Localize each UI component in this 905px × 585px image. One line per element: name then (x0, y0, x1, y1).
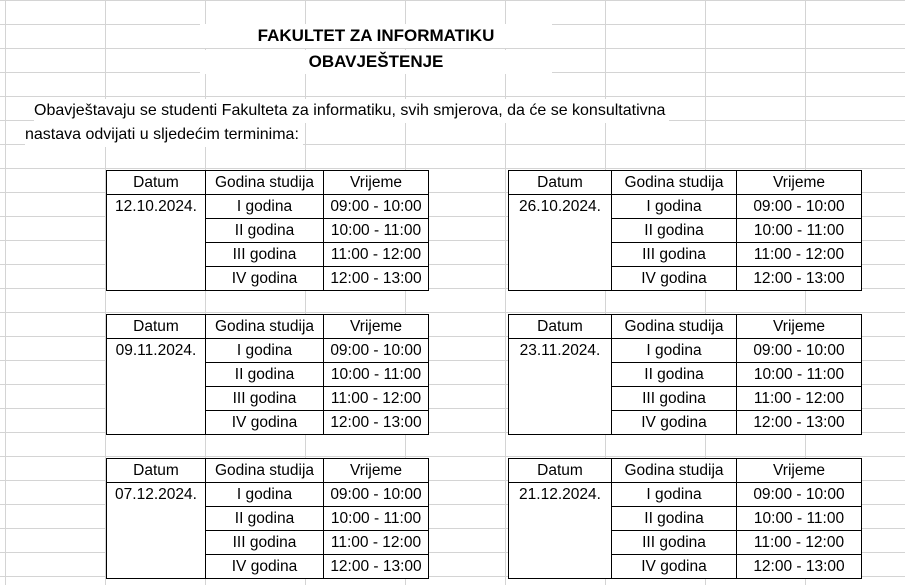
empty-cell[interactable] (509, 555, 612, 579)
time-cell[interactable]: 10:00 - 11:00 (324, 219, 429, 243)
empty-cell[interactable] (509, 411, 612, 435)
year-cell[interactable]: IV godina (612, 555, 737, 579)
year-cell[interactable]: III godina (206, 531, 324, 555)
schedule-table-5 (106, 458, 429, 579)
empty-cell[interactable] (509, 387, 612, 411)
year-cell[interactable]: IV godina (612, 267, 737, 291)
time-cell[interactable]: 09:00 - 10:00 (324, 483, 429, 507)
header-vrijeme: Vrijeme (737, 459, 862, 483)
time-cell[interactable]: 11:00 - 12:00 (324, 531, 429, 555)
table-row (509, 243, 862, 267)
time-cell[interactable]: 10:00 - 11:00 (737, 219, 862, 243)
table-row (509, 531, 862, 555)
date-cell[interactable]: 12.10.2024. (107, 195, 206, 219)
time-cell[interactable]: 09:00 - 10:00 (737, 483, 862, 507)
time-cell[interactable]: 11:00 - 12:00 (737, 387, 862, 411)
header-godina: Godina studija (612, 315, 737, 339)
empty-cell[interactable] (509, 531, 612, 555)
schedule-table-4 (508, 314, 862, 435)
header-datum: Datum (107, 459, 206, 483)
notice-line-2: nastava odvijati u sljedećim terminima: (25, 123, 303, 147)
year-cell[interactable]: II godina (612, 219, 737, 243)
table-header-row (509, 171, 862, 195)
time-cell[interactable]: 12:00 - 13:00 (324, 267, 429, 291)
time-cell[interactable]: 09:00 - 10:00 (324, 195, 429, 219)
time-cell[interactable]: 10:00 - 11:00 (324, 507, 429, 531)
year-cell[interactable]: III godina (612, 387, 737, 411)
year-cell[interactable]: III godina (206, 243, 324, 267)
table-row (509, 363, 862, 387)
header-vrijeme: Vrijeme (324, 171, 429, 195)
header-godina: Godina studija (206, 459, 324, 483)
table-header-row (107, 171, 429, 195)
header-datum: Datum (107, 315, 206, 339)
empty-cell[interactable] (107, 267, 206, 291)
header-godina: Godina studija (612, 171, 737, 195)
page-title: FAKULTET ZA INFORMATIKU (200, 24, 552, 48)
empty-cell[interactable] (509, 243, 612, 267)
year-cell[interactable]: III godina (612, 243, 737, 267)
date-cell[interactable]: 09.11.2024. (107, 339, 206, 363)
schedule-table-1 (106, 170, 429, 291)
year-cell[interactable]: I godina (206, 339, 324, 363)
header-vrijeme: Vrijeme (324, 459, 429, 483)
table-row (509, 339, 862, 363)
time-cell[interactable]: 12:00 - 13:00 (737, 267, 862, 291)
time-cell[interactable]: 10:00 - 11:00 (737, 507, 862, 531)
year-cell[interactable]: I godina (612, 483, 737, 507)
year-cell[interactable]: II godina (206, 219, 324, 243)
table-header-row (509, 459, 862, 483)
header-datum: Datum (509, 315, 612, 339)
date-cell[interactable]: 23.11.2024. (509, 339, 612, 363)
table-row (107, 531, 429, 555)
time-cell[interactable]: 11:00 - 12:00 (737, 243, 862, 267)
table-row (509, 507, 862, 531)
header-godina: Godina studija (206, 171, 324, 195)
table-row (509, 483, 862, 507)
notice-line-1: Obavještavaju se studenti Fakulteta za informatiku, svih smjerova, da će se konsultativna (34, 99, 669, 123)
time-cell[interactable]: 09:00 - 10:00 (737, 339, 862, 363)
empty-cell[interactable] (107, 219, 206, 243)
year-cell[interactable]: IV godina (206, 411, 324, 435)
date-cell[interactable]: 07.12.2024. (107, 483, 206, 507)
empty-cell[interactable] (509, 267, 612, 291)
page-subtitle: OBAVJEŠTENJE (200, 50, 552, 74)
table-row (107, 267, 429, 291)
table-row (509, 219, 862, 243)
year-cell[interactable]: I godina (206, 483, 324, 507)
table-header-row (509, 315, 862, 339)
header-godina: Godina studija (612, 459, 737, 483)
table-row (107, 363, 429, 387)
table-row (107, 243, 429, 267)
year-cell[interactable]: IV godina (612, 411, 737, 435)
table-row (107, 195, 429, 219)
table-row (107, 219, 429, 243)
year-cell[interactable]: IV godina (206, 555, 324, 579)
schedule-table-3 (106, 314, 429, 435)
year-cell[interactable]: II godina (206, 507, 324, 531)
date-cell[interactable]: 21.12.2024. (509, 483, 612, 507)
year-cell[interactable]: IV godina (206, 267, 324, 291)
year-cell[interactable]: II godina (612, 363, 737, 387)
table-header-row (107, 459, 429, 483)
header-vrijeme: Vrijeme (324, 315, 429, 339)
time-cell[interactable]: 10:00 - 11:00 (324, 363, 429, 387)
year-cell[interactable]: III godina (206, 387, 324, 411)
year-cell[interactable]: I godina (612, 195, 737, 219)
empty-cell[interactable] (107, 411, 206, 435)
time-cell[interactable]: 09:00 - 10:00 (324, 339, 429, 363)
table-row (107, 555, 429, 579)
header-vrijeme: Vrijeme (737, 315, 862, 339)
header-datum: Datum (509, 171, 612, 195)
table-row (509, 267, 862, 291)
time-cell[interactable]: 11:00 - 12:00 (324, 387, 429, 411)
empty-cell[interactable] (509, 363, 612, 387)
schedule-table-2 (508, 170, 862, 291)
year-cell[interactable]: III godina (612, 531, 737, 555)
empty-cell[interactable] (107, 531, 206, 555)
empty-cell[interactable] (107, 555, 206, 579)
table-row (107, 483, 429, 507)
year-cell[interactable]: I godina (612, 339, 737, 363)
empty-cell[interactable] (107, 243, 206, 267)
date-cell[interactable]: 26.10.2024. (509, 195, 612, 219)
time-cell[interactable]: 09:00 - 10:00 (737, 195, 862, 219)
time-cell[interactable]: 12:00 - 13:00 (737, 411, 862, 435)
table-row (107, 387, 429, 411)
time-cell[interactable]: 11:00 - 12:00 (324, 243, 429, 267)
time-cell[interactable]: 12:00 - 13:00 (324, 411, 429, 435)
empty-cell[interactable] (509, 219, 612, 243)
header-datum: Datum (107, 171, 206, 195)
empty-cell[interactable] (107, 387, 206, 411)
time-cell[interactable]: 12:00 - 13:00 (324, 555, 429, 579)
empty-cell[interactable] (107, 363, 206, 387)
table-row (509, 411, 862, 435)
empty-cell[interactable] (107, 507, 206, 531)
header-datum: Datum (509, 459, 612, 483)
table-row (509, 387, 862, 411)
year-cell[interactable]: II godina (612, 507, 737, 531)
year-cell[interactable]: I godina (206, 195, 324, 219)
year-cell[interactable]: II godina (206, 363, 324, 387)
schedule-table-6 (508, 458, 862, 579)
header-godina: Godina studija (206, 315, 324, 339)
empty-cell[interactable] (509, 507, 612, 531)
time-cell[interactable]: 10:00 - 11:00 (737, 363, 862, 387)
time-cell[interactable]: 11:00 - 12:00 (737, 531, 862, 555)
table-row (107, 339, 429, 363)
time-cell[interactable]: 12:00 - 13:00 (737, 555, 862, 579)
table-row (509, 195, 862, 219)
header-vrijeme: Vrijeme (737, 171, 862, 195)
table-row (509, 555, 862, 579)
table-row (107, 507, 429, 531)
table-header-row (107, 315, 429, 339)
table-row (107, 411, 429, 435)
